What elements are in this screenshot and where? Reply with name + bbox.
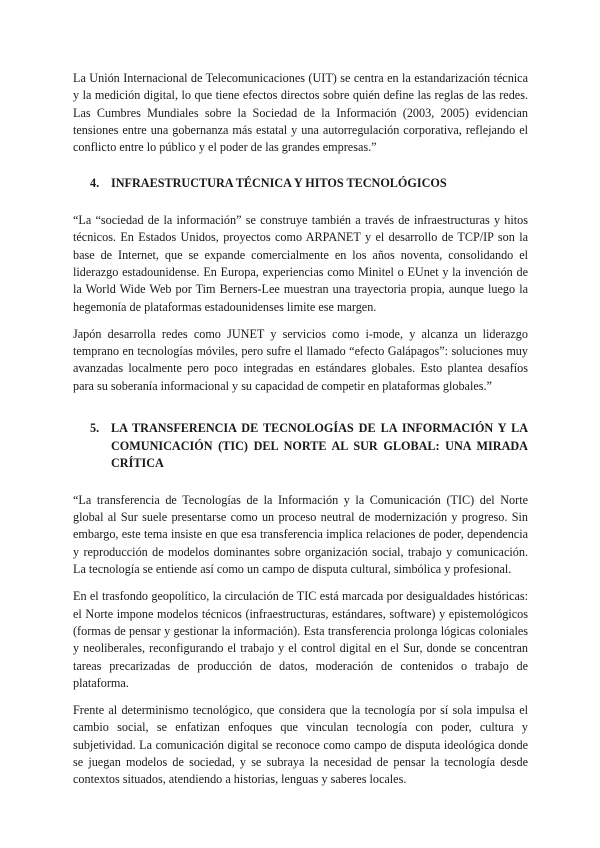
section-5-paragraph: En el trasfondo geopolítico, la circulación de TIC está marcada por desigualdades históricas: el Norte impone modelos técnicos (infraestructuras, estándares, software) y epistemológicos (formas de pensar y gestionar la información). Esta transferencia prolonga lógicas coloniales y neoliberales, reconfigurando el trabajo y el control digital en el Sur, donde se concentran tareas precarizadas de producción de datos, moderación de contenidos o trabajo de plataforma. (73, 589, 528, 690)
section-5-number: 5. (90, 421, 100, 436)
section-4-title: INFRAESTRUCTURA TÉCNICA Y HITOS TECNOLÓGICOS (111, 176, 447, 191)
section-5-title: LA TRANSFERENCIA DE TECNOLOGÍAS DE LA INFORMACIÓN Y LA COMUNICACIÓN (TIC) DEL NORTE AL SUR GLOBAL: UNA MIRADA CRÍTICA (111, 421, 528, 471)
section-5-paragraph: Frente al determinismo tecnológico, que considera que la tecnología por sí sola impulsa el cambio social, se enfatizan enfoques que vinculan tecnología con poder, cultura y subjetividad. La comunicación digital se reconoce como campo de disputa ideológica donde se juegan modelos de sociedad, y se subraya la necesidad de pensar la tecnología desde contextos situados, atendiendo a historias, lenguas y saberes locales. (73, 703, 528, 787)
section-4-heading (73, 175, 528, 193)
section-4-paragraph: “La “sociedad de la información” se construye también a través de infraestructuras y hitos técnicos. En Estados Unidos, proyectos como ARPANET y el desarrollo de TCP/IP son la base de Internet, que se expande comercialmente en los años noventa, consolidando el liderazgo estadounidense. En Europa, experiencias como Minitel o EUnet y la invención de la World Wide Web por Tim Berners-Lee muestran una trayectoria propia, aunque luego la hegemonía de plataformas estadounidenses limite ese margen. (73, 213, 528, 314)
section-4-number: 4. (90, 176, 100, 191)
section-5-paragraph: “La transferencia de Tecnologías de la Información y la Comunicación (TIC) del Norte global al Sur suele presentarse como un proceso neutral de modernización y progreso. Sin embargo, este tema insiste en que esa transferencia implica relaciones de poder, dependencia y reproducción de modelos dominantes sobre organización social, trabajo y comunicación. La tecnología se entiende así como un campo de disputa cultural, simbólica y profesional. (73, 492, 528, 577)
section-4-paragraph: Japón desarrolla redes como JUNET y servicios como i-mode, y alcanza un liderazgo temprano en tecnologías móviles, pero sufre el llamado “efecto Galápagos”: soluciones muy avanzadas localmente pero poco integradas en estándares globales. Esto plantea desafíos para su soberanía informacional y su capacidad de competir en plataformas globales.” (73, 326, 528, 393)
document-page (73, 70, 528, 789)
intro-paragraph: La Unión Internacional de Telecomunicaciones (UIT) se centra en la estandarización técnica y la medición digital, lo que tiene efectos directos sobre quién define las reglas de las redes. Las Cumbres Mundiales sobre la Sociedad de la Información (2003, 2005) evidencian tensiones entre una gobernanza más estatal y una autorregulación corporativa, reflejando el conflicto entre lo público y el poder de las grandes empresas.” (73, 71, 528, 155)
section-5-heading (73, 420, 528, 473)
